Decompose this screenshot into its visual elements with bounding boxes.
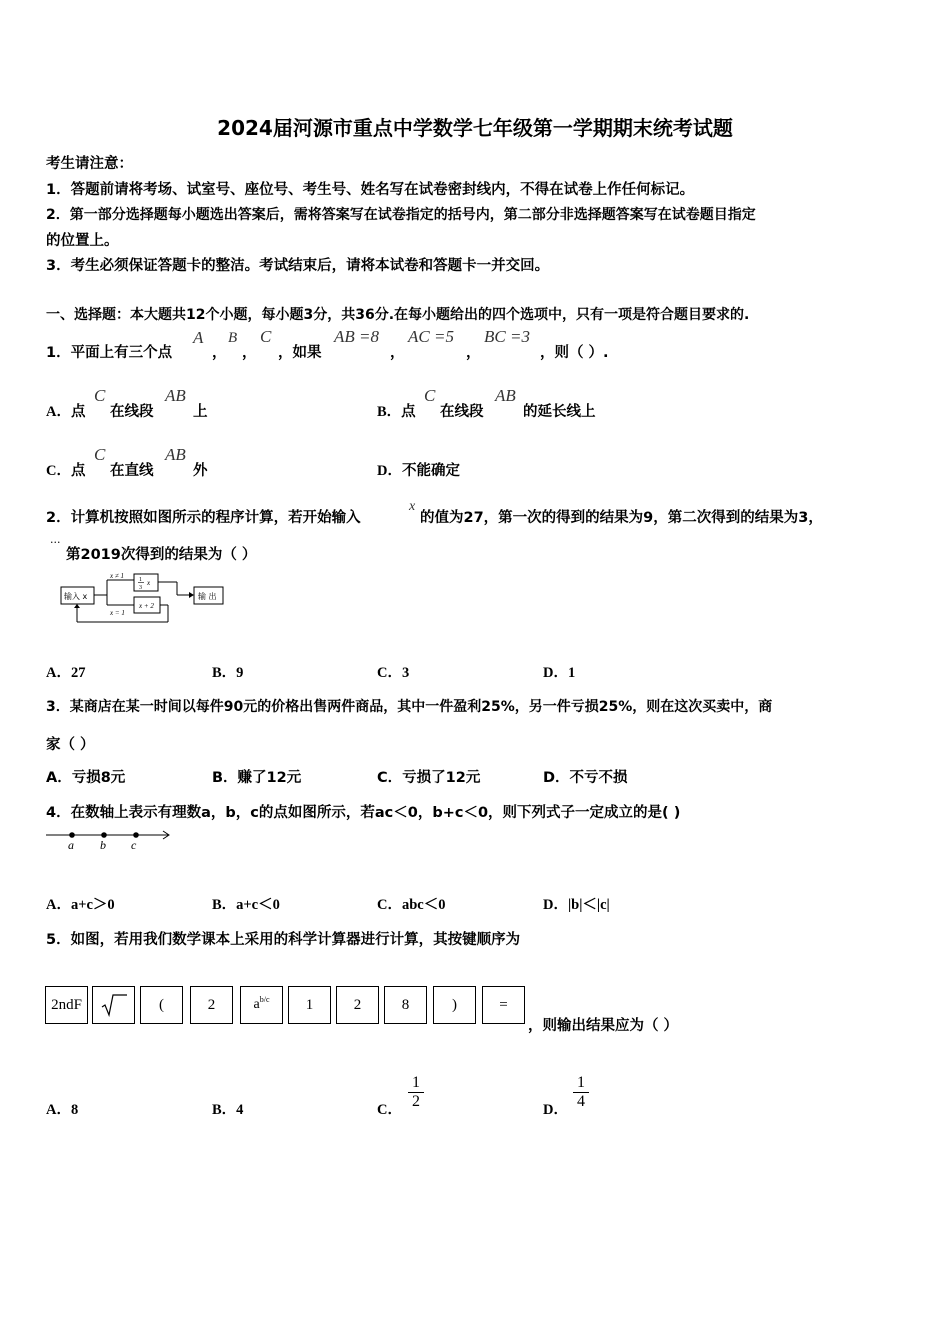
flow-output-text: 输 出 bbox=[198, 592, 217, 601]
key-2: 2 bbox=[190, 986, 233, 1024]
q1-option-c-end: 外 bbox=[193, 463, 208, 479]
section-heading: 一、选择题：本大题共12个小题，每小题3分，共36分.在每小题给出的四个选项中，只有一项是符合题目要求的. bbox=[46, 307, 750, 323]
page-title: 2024届河源市重点中学数学七年级第一学期期末统考试题 bbox=[217, 116, 733, 140]
q1-option-c-ab: AB bbox=[165, 445, 186, 464]
q3-option-d: D．不亏不损 bbox=[543, 770, 628, 786]
q1-prefix: 1．平面上有三个点 bbox=[46, 345, 173, 361]
point-c-label: c bbox=[131, 838, 137, 852]
q1-option-a-mid: 在线段 bbox=[110, 404, 154, 420]
point-a-dot bbox=[69, 832, 75, 838]
notice-heading: 考生请注意： bbox=[46, 156, 133, 172]
q3-option-b: B．赚了12元 bbox=[212, 770, 302, 786]
key-ab-c bbox=[240, 986, 283, 1024]
q4-option-b: B．a+c＜0 bbox=[212, 897, 280, 913]
q2-line-2: 第2019次得到的结果为（ ） bbox=[66, 547, 257, 563]
flow-arrow-out bbox=[189, 592, 194, 598]
flow-cond-ne: x ≠ 1 bbox=[110, 572, 124, 580]
key-close-paren: ) bbox=[433, 986, 476, 1024]
notice-line-2b: 的位置上。 bbox=[46, 233, 119, 249]
q5-after: ，则输出结果应为（ ） bbox=[528, 1018, 679, 1034]
point-a-label: a bbox=[68, 838, 74, 852]
flow-add-text: x + 2 bbox=[139, 602, 154, 610]
q5-option-c-label: C． bbox=[377, 1102, 402, 1118]
q4-line-1: 4．在数轴上表示有理数a，b，c的点如图所示，若ac＜0，b+c＜0，则下列式子一定成立的是( ) bbox=[46, 805, 681, 821]
q2-option-c: C．3 bbox=[377, 665, 410, 681]
key-sqrt bbox=[92, 986, 135, 1024]
key-equals: = bbox=[482, 986, 525, 1024]
q4-option-d: D．|b|＜|c| bbox=[543, 897, 610, 913]
q5-option-d-label: D． bbox=[543, 1102, 568, 1118]
q2-line-1a: 2．计算机按照如图所示的程序计算，若开始输入 bbox=[46, 510, 361, 526]
q1-option-c-c: C bbox=[94, 445, 106, 464]
q1-option-d: D．不能确定 bbox=[377, 463, 460, 479]
q1-option-a-end: 上 bbox=[193, 404, 208, 420]
q4-option-a: A．a+c＞0 bbox=[46, 897, 115, 913]
flow-cond-eq: x = 1 bbox=[110, 609, 125, 617]
q5-option-c-fraction bbox=[408, 1074, 424, 1111]
flow-frac-var: x bbox=[147, 579, 151, 587]
q1-comma-1: ， bbox=[212, 345, 227, 361]
q5-option-c-num: 1 bbox=[408, 1074, 424, 1093]
q1-option-b-end: 的延长线上 bbox=[523, 404, 596, 420]
key-ab-c-sup: b/c bbox=[259, 994, 270, 1004]
q3-option-a: A．亏损8元 bbox=[46, 770, 126, 786]
q1-bc: BC =3 bbox=[484, 327, 530, 346]
q4-number-line bbox=[44, 826, 174, 854]
q4-option-c: C．abc＜0 bbox=[377, 897, 446, 913]
key-ab-c-base: a bbox=[253, 997, 260, 1012]
flow-arrow-loop bbox=[74, 604, 80, 608]
q1-then: ，则（ ）. bbox=[540, 345, 609, 361]
q3-line-2: 家（ ） bbox=[46, 737, 95, 753]
q1-ac: AC =5 bbox=[408, 327, 454, 346]
q1-comma-4: ， bbox=[466, 345, 481, 361]
q1-option-b-c: C bbox=[424, 386, 436, 405]
q5-line-1: 5．如图，若用我们数学课本上采用的科学计算器进行计算，其按键顺序为 bbox=[46, 932, 521, 948]
q2-option-a: A．27 bbox=[46, 665, 86, 681]
q1-point-b: B bbox=[228, 330, 238, 346]
q5-option-b: B．4 bbox=[212, 1102, 244, 1118]
q5-option-c-den: 2 bbox=[412, 1093, 420, 1110]
q1-ab: AB =8 bbox=[334, 327, 379, 346]
q3-option-c: C．亏损了12元 bbox=[377, 770, 481, 786]
key-2ndf: 2ndF bbox=[45, 986, 88, 1024]
flow-input-text: 输入 x bbox=[64, 592, 88, 601]
q5-option-a: A．8 bbox=[46, 1102, 79, 1118]
notice-line-2a: 2．第一部分选择题每小题选出答案后，需将答案写在试卷指定的括号内，第二部分非选择题答案写在试卷题目指定 bbox=[46, 207, 756, 223]
q2-line-1b: 的值为27，第一次的得到的结果为9，第二次得到的结果为3， bbox=[420, 510, 823, 526]
q2-option-d: D．1 bbox=[543, 665, 576, 681]
q3-line-1: 3．某商店在某一时间以每件90元的价格出售两件商品，其中一件盈利25%，另一件亏损25%，则在这次买卖中，商 bbox=[46, 699, 773, 715]
q1-comma-3: ， bbox=[390, 345, 405, 361]
q1-option-a-ab: AB bbox=[165, 386, 186, 405]
notice-line-1: 1．答题前请将考场、试室号、座位号、考生号、姓名写在试卷密封线内，不得在试卷上作任何标记。 bbox=[46, 182, 695, 198]
q2-option-b: B．9 bbox=[212, 665, 244, 681]
q1-option-a-pre: A．点 bbox=[46, 404, 86, 420]
point-c-dot bbox=[133, 832, 139, 838]
point-b-label: b bbox=[100, 838, 106, 852]
q5-option-d-den: 4 bbox=[577, 1093, 585, 1110]
q2-dots: ··· bbox=[50, 536, 61, 549]
q1-option-b-mid: 在线段 bbox=[440, 404, 484, 420]
q5-option-d-fraction bbox=[573, 1074, 589, 1111]
q1-option-c-mid: 在直线 bbox=[110, 463, 154, 479]
key-1: 1 bbox=[288, 986, 331, 1024]
q1-point-a: A bbox=[193, 328, 204, 347]
flow-divide-box bbox=[134, 574, 158, 591]
q1-option-c-pre: C．点 bbox=[46, 463, 86, 479]
q1-comma-2: ， bbox=[242, 345, 257, 361]
flow-frac-num: 1 bbox=[139, 577, 142, 583]
key-8: 8 bbox=[384, 986, 427, 1024]
q1-option-b-ab: AB bbox=[495, 386, 516, 405]
q1-option-b-pre: B．点 bbox=[377, 404, 416, 420]
q1-point-c: C bbox=[260, 327, 272, 346]
q5-option-d-num: 1 bbox=[573, 1074, 589, 1093]
notice-line-3: 3．考生必须保证答题卡的整洁。考试结束后，请将本试卷和答题卡一并交回。 bbox=[46, 258, 550, 274]
point-b-dot bbox=[101, 832, 107, 838]
q2-flowchart bbox=[55, 572, 230, 628]
q1-if: ，如果 bbox=[278, 345, 322, 361]
q2-var-x: x bbox=[409, 499, 416, 514]
flow-frac-den: 3 bbox=[139, 585, 142, 591]
key-open-paren: ( bbox=[140, 986, 183, 1024]
key-2b: 2 bbox=[336, 986, 379, 1024]
sqrt-icon bbox=[99, 992, 129, 1018]
q1-option-a-c: C bbox=[94, 386, 106, 405]
